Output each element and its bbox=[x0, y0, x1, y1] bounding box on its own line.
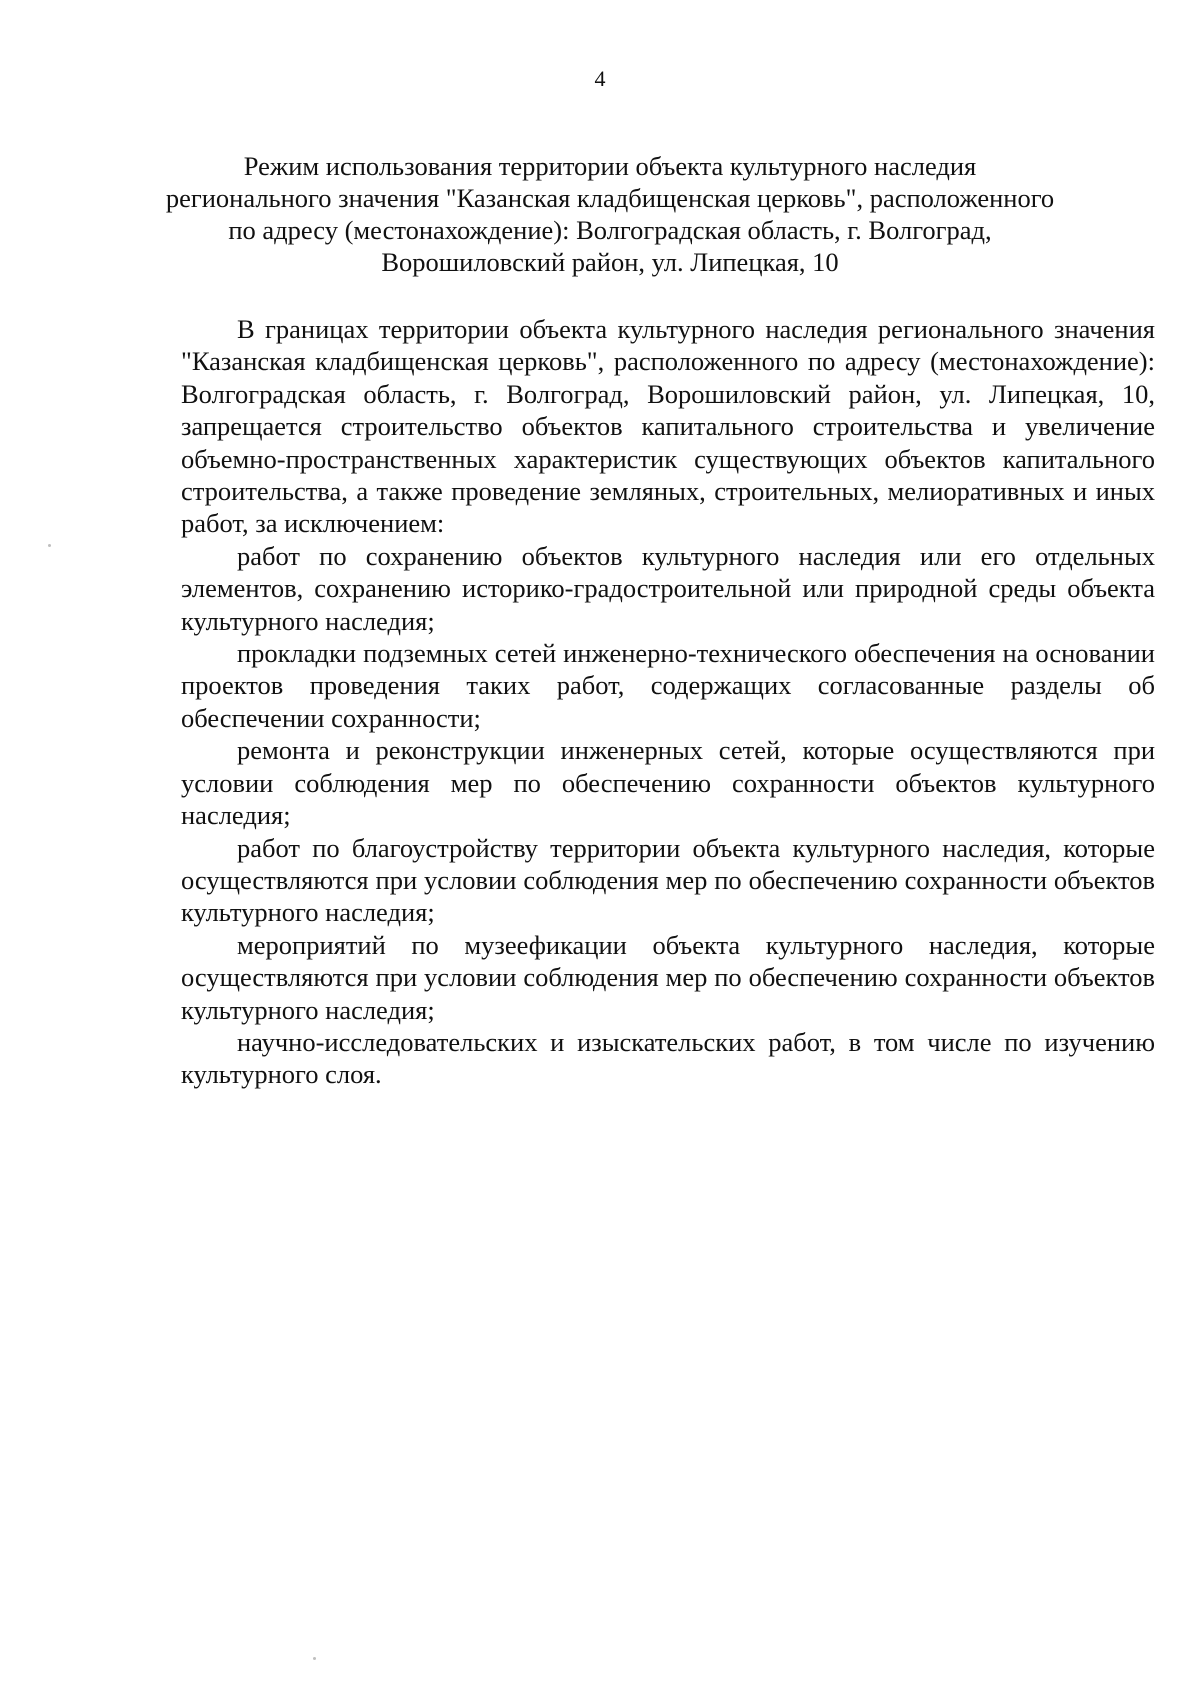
exception-paragraph: работ по благоустройству территории объекта культурного наследия, которые осуществляются при условии соблюдения мер по обеспечению сохранности объектов культурного наследия; bbox=[181, 832, 1155, 928]
scan-speck bbox=[313, 1657, 316, 1660]
title-line: Ворошиловский район, ул. Липецкая, 10 bbox=[381, 247, 839, 277]
scan-speck bbox=[48, 544, 51, 547]
document-title bbox=[150, 150, 1070, 278]
exception-paragraph: научно-исследовательских и изыскательских работ, в том числе по изучению культурного слоя. bbox=[181, 1026, 1155, 1090]
exception-paragraph: прокладки подземных сетей инженерно-технического обеспечения на основании проектов проведения таких работ, содержащих согласованные разделы об обеспечении сохранности; bbox=[181, 638, 1155, 733]
document-body bbox=[181, 313, 1155, 1091]
exception-paragraph: мероприятий по музеефикации объекта культурного наследия, которые осуществляются при условии соблюдения мер по обеспечению сохранности объектов культурного наследия; bbox=[181, 929, 1155, 1025]
page-number: 4 bbox=[594, 66, 606, 91]
title-line: по адресу (местонахождение): Волгоградская область, г. Волгоград, bbox=[228, 215, 992, 245]
title-line: Режим использования территории объекта культурного наследия bbox=[243, 151, 977, 181]
exception-paragraph: ремонта и реконструкции инженерных сетей, которые осуществляются при условии соблюдения мер по обеспечению сохранности объектов культурного наследия; bbox=[181, 735, 1155, 831]
exception-paragraph: работ по сохранению объектов культурного наследия или его отдельных элементов, сохранению историко-градостроительной или природной среды объекта культурного наследия; bbox=[181, 540, 1155, 636]
title-line: регионального значения "Казанская кладбищенская церковь", расположенного bbox=[165, 183, 1055, 213]
intro-paragraph: В границах территории объекта культурного наследия регионального значения "Казанская кладбищенская церковь", расположенного по адресу (местонахождение): Волгоградская область, г. Волгоград, Ворошиловский район, ул. Липецкая, 10, запрещается строительство объектов капитального строительства и увеличение объемно-пространственных характеристик существующих объектов капитального строительства, а также проведение земляных, строительных, мелиоративных и иных работ, за исключением: bbox=[181, 314, 1155, 539]
